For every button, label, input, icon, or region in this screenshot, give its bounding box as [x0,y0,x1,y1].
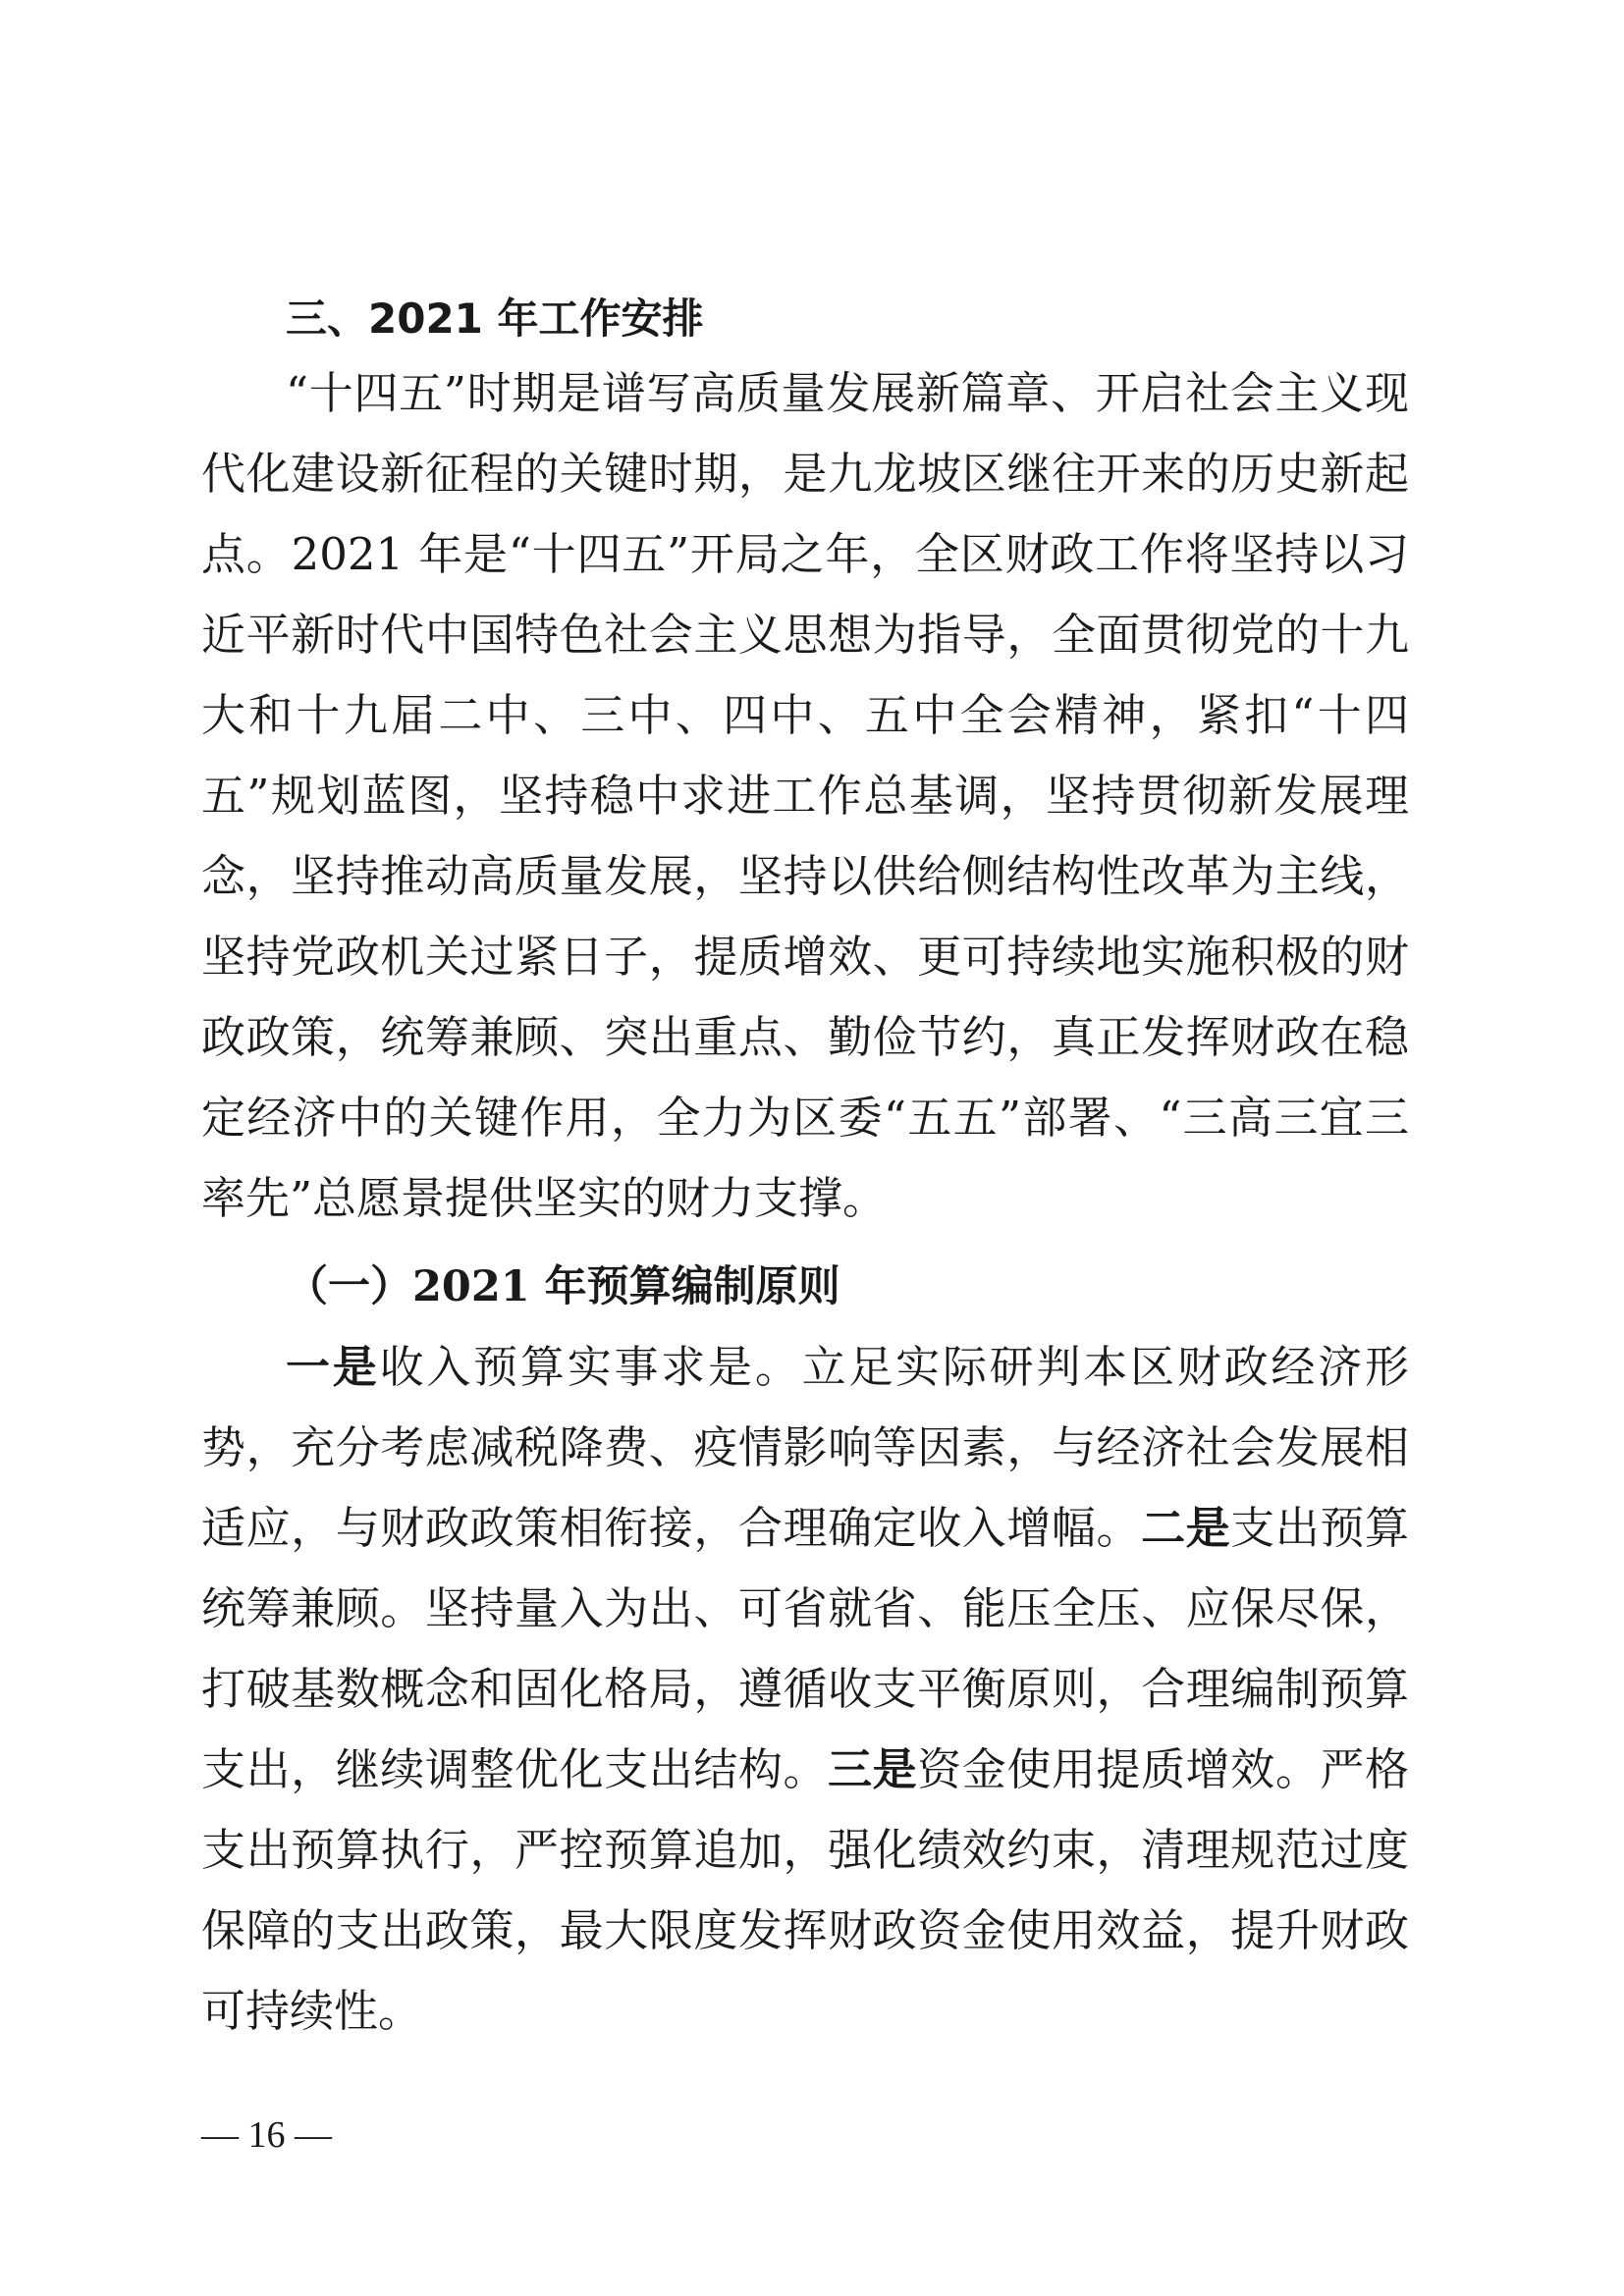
section-heading: 三、2021 年工作安排 [286,294,704,343]
principle-3-text: 资金使用提质增效。严格支出预算执行，严控预算追加，强化绩效约束，清理规范过度保障的支出政策，最大限度发挥财政资金使用效益，提升财政可持续性。 [201,1743,1409,2037]
principle-2-text: 支出预算统筹兼顾。坚持量入为出、可省就省、能压全压、应保尽保，打破基数概念和固化格局，遵循收支平衡原则，合理编制预算支出，继续调整优化支出结构。 [201,1502,1409,1795]
principle-3-label: 三是 [828,1743,918,1795]
sub-heading: （一）2021 年预算编制原则 [286,1262,840,1311]
principle-1-text: 收入预算实事求是。立足实际研判本区财政经济形势，充分考虑减税降费、疫情影响等因素，与经济社会发展相适应，与财政政策相衔接，合理确定收入增幅。 [201,1341,1409,1554]
document-body [201,285,1409,2052]
spacer [201,1239,1409,1247]
principle-2-label: 二是 [1141,1502,1231,1554]
intro-paragraph: “十四五”时期是谱写高质量发展新篇章、开启社会主义现代化建设新征程的关键时期，是九龙坡区继往开来的历史新起点。2021 年是“十四五”开局之年，全区财政工作将坚持以习近平新时代中国特色社会主义思想为指导，全面贯彻党的十九大和十九届二中、三中、四中、五中全会精神，紧扣“十四五”规划蓝图，坚持稳中求进工作总基调，坚持贯彻新发展理念，坚持推动高质量发展，坚持以供给侧结构性改革为主线，坚持党政机关过紧日子，提质增效、更可持续地实施积极的财政政策，统筹兼顾、突出重点、勤俭节约，真正发挥财政在稳定经济中的关键作用，全力为区委“五五”部署、“三高三宜三率先”总愿景提供坚实的财力支撑。 [201,367,1409,1224]
page-number: — 16 — [201,2114,332,2156]
principles-paragraph [201,1327,1409,2052]
principle-1-label: 一是 [286,1341,380,1393]
